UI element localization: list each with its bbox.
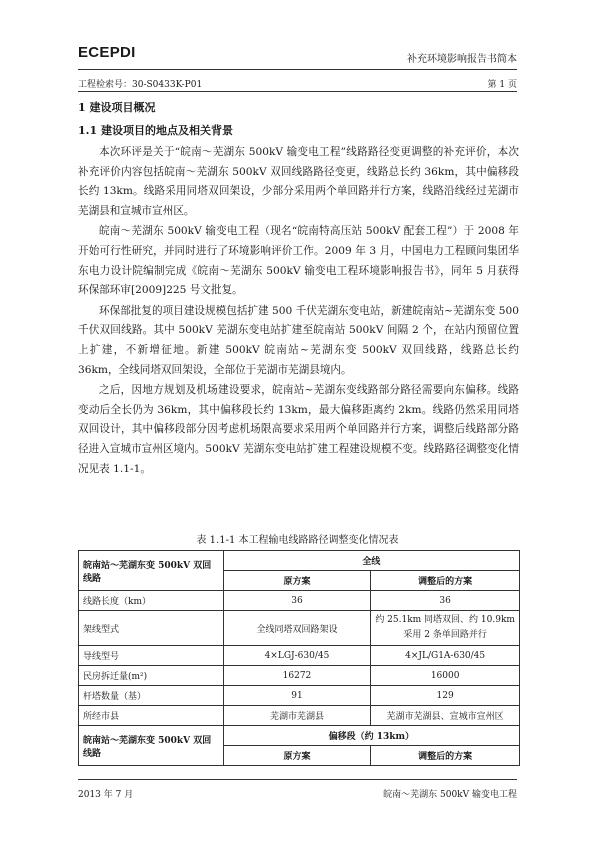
original-value: 全线同塔双回路架设 [223,611,371,646]
table-row [79,686,520,706]
footer-date: 2013 年 7 月 [78,790,134,800]
body-text [78,143,519,480]
adjusted-value: 36 [371,591,520,611]
paragraph: 之后，因地方规划及机场建设要求，皖南站~芜湖东变线路部分路径需要向东偏移。线路变动后全长仍为 36km，其中偏移段长约 13km，最大偏移距离约 2km。线路仍然采用同塔双回设计，其中偏移段部分因考虑机场限高要求采用两个单回路并行方案，调整后线路部分路径进入宣城市宣州区境内。500kV 芜湖东变电站扩建工程建设规模不变。线路路径调整变化情况见表 1.1-1。 [78,384,519,475]
footer-project: 皖南～芜湖东 500kV 输变电工程 [383,790,517,800]
original-plan-header: 原方案 [223,571,371,591]
row-item: 杆塔数量（基） [79,686,224,706]
adjusted-value: 约 25.1km 同塔双回、约 10.9km 采用 2 条单回路并行 [371,611,520,646]
row-item: 导线型号 [79,646,224,666]
subsection-heading: 1.1 建设项目的地点及相关背景 [78,124,233,137]
whole-line-header: 全线 [223,551,519,571]
original-value: 91 [223,686,371,706]
original-value: 芜湖市芜湖县 [223,706,371,726]
adjusted-plan-header: 调整后的方案 [371,571,520,591]
header-divider-bottom [78,91,517,92]
adjusted-value: 芜湖市芜湖县、宣城市宣州区 [371,706,520,726]
line-name-cell: 皖南站～芜湖东变 500kV 双回线路 [79,726,224,766]
paragraph: 皖南～芜湖东 500kV 输变电工程（现名“皖南特高压站 500kV 配套工程”）于 2008 年开始可行性研究，并同时进行了环境影响评价工作。2009 年 3 月，中国电力工程顾问集团华东电力设计院编制完成《皖南～芜湖东 500kV 输变电工程环境影响报告书》，同年 5 月获得环保部环审[2009]225 号文批复。 [78,225,519,297]
original-value: 16272 [223,666,371,686]
header-divider [78,69,517,70]
offset-section-header: 偏移段（约 13km） [223,726,519,746]
page-number: 第 1 页 [487,80,517,90]
table-row [79,551,520,571]
adjusted-value: 4×JL/G1A-630/45 [371,646,520,666]
original-value: 36 [223,591,371,611]
table-row [79,726,520,746]
company-logo: ECEPDI [78,44,136,61]
table-row [79,706,520,726]
adjusted-value: 16000 [371,666,520,686]
table-row [79,646,520,666]
row-item: 线路长度（km） [79,591,224,611]
row-item: 架线型式 [79,611,224,646]
adjusted-plan-header: 调整后的方案 [371,746,520,766]
line-name-cell: 皖南站～芜湖东变 500kV 双回线路 [79,551,224,591]
footer-divider [78,779,517,780]
row-item: 所经市县 [79,706,224,726]
table-row [79,666,520,686]
table-row [79,591,520,611]
original-value: 4×LGJ-630/45 [223,646,371,666]
original-plan-header: 原方案 [223,746,371,766]
route-change-table [78,550,520,766]
document-title: 补充环境影响报告书简本 [407,54,517,65]
project-number: 工程检索号：30-S0433K-P01 [78,80,203,90]
section-heading: 1 建设项目概况 [78,101,156,114]
row-item: 民房拆迁量(m²) [79,666,224,686]
paragraph: 环保部批复的项目建设规模包括扩建 500 千伏芜湖东变电站，新建皖南站~芜湖东变 500 千伏双回线路。其中 500kV 芜湖东变电站扩建至皖南站 500kV 间隔 2 个，在站内预留位置上扩建，不新增征地。新建 500kV 皖南站~芜湖东变 500kV 双回线路，线路总长约 36km，全线同塔双回架设，全部位于芜湖市芜湖县境内。 [78,304,519,376]
table-row [79,611,520,646]
adjusted-value: 129 [371,686,520,706]
table-caption: 表 1.1-1 本工程输电线路路径调整变化情况表 [196,535,399,546]
paragraph: 本次环评是关于“皖南～芜湖东 500kV 输变电工程”线路路径变更调整的补充评价，本次补充评价内容包括皖南～芜湖东 500kV 双回线路路径变更，线路总长约 36km，其中偏移段长约 13km。线路采用同塔双回架设，少部分采用两个单回路并行方案，线路沿线经过芜湖市芜湖县和宣城市宣州区。 [78,146,519,217]
